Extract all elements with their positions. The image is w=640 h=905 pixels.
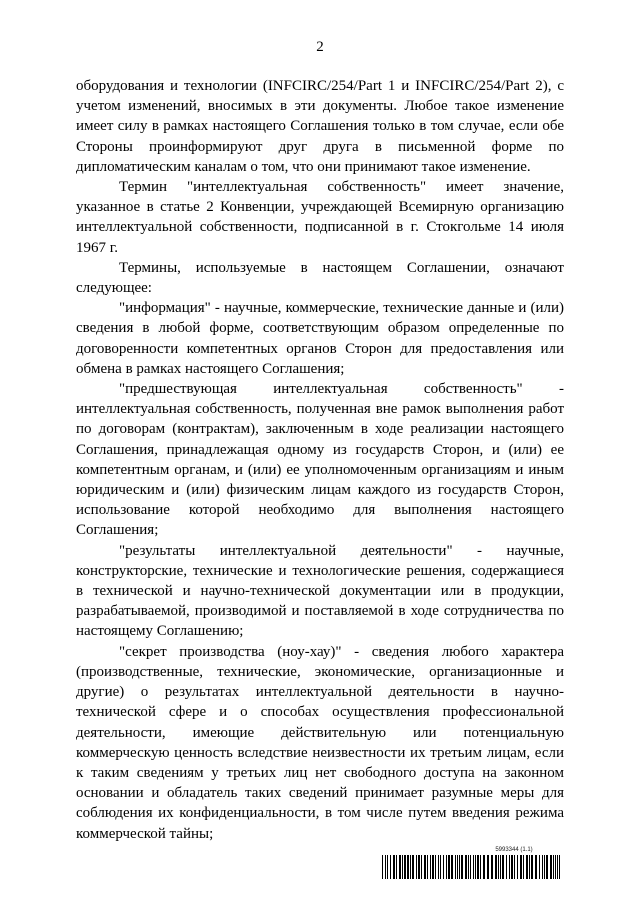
paragraph: "результаты интеллектуальной деятельности" - научные, конструкторские, технические и технологические решения, содержащиеся в технической и научно-технической документации или в продукции, разрабатываемой, производимой и поставляемой в ходе сотрудничества по настоящему Соглашению;: [76, 542, 564, 640]
paragraph: Термин "интеллектуальная собственность" имеет значение, указанное в статье 2 Конвенции, учреждающей Всемирную организацию интеллектуальной собственности, подписанной в г. Стокгольме 14 июля 1967 г.: [76, 179, 564, 256]
page-number: 2: [316, 39, 324, 55]
barcode-label: 5993344 (1.1): [495, 847, 533, 853]
paragraph: "предшествующая интеллектуальная собственность" - интеллектуальная собственность, полученная вне рамок выполнения работ по договорам (контрактам), заключенным в ходе реализации настоящего Соглашения, принадлежащая одному из государств Сторон, и (или) ее компетентным органам, и (или) ее уполномоченным организациям и иным юридическим и (или) физическим лицам каждого из государств Сторон, использование которой необходимо для выполнения настоящего Соглашения;: [76, 381, 564, 539]
barcode-image: [382, 855, 562, 879]
paragraph: "секрет производства (ноу-хау)" - сведения любого характера (производственные, технические, экономические, организационные и другие) о результатах интеллектуальной деятельности в научно-технической сфере и о способах осуществления профессиональной деятельности, имеющие действительную или потенциальную коммерческую ценность вследствие неизвестности их третьим лицам, если к таким сведениям у третьих лиц нет свободного доступа на законном основании и обладатель таких сведений принимает разумные меры для соблюдения их конфиденциальности, в том числе путем введения режима коммерческой тайны;: [76, 643, 564, 842]
paragraph: оборудования и технологии (INFCIRC/254/Part 1 и INFCIRC/254/Part 2), с учетом изменений, вносимых в эти документы. Любое такое изменение имеет силу в рамках настоящего Соглашения только в том случае, если обе Стороны проинформируют друг друга в письменной форме по дипломатическим каналам о том, что они принимают такое изменение.: [76, 78, 564, 175]
paragraph: "информация" - научные, коммерческие, технические данные и (или) сведения в любой форме, соответствующим образом определенные по договоренности компетентных органов Сторон для предоставления или обмена в рамках настоящего Соглашения;: [76, 300, 564, 377]
document-body: [76, 76, 564, 844]
paragraph: Термины, используемые в настоящем Соглашении, означают следующее:: [76, 259, 564, 297]
